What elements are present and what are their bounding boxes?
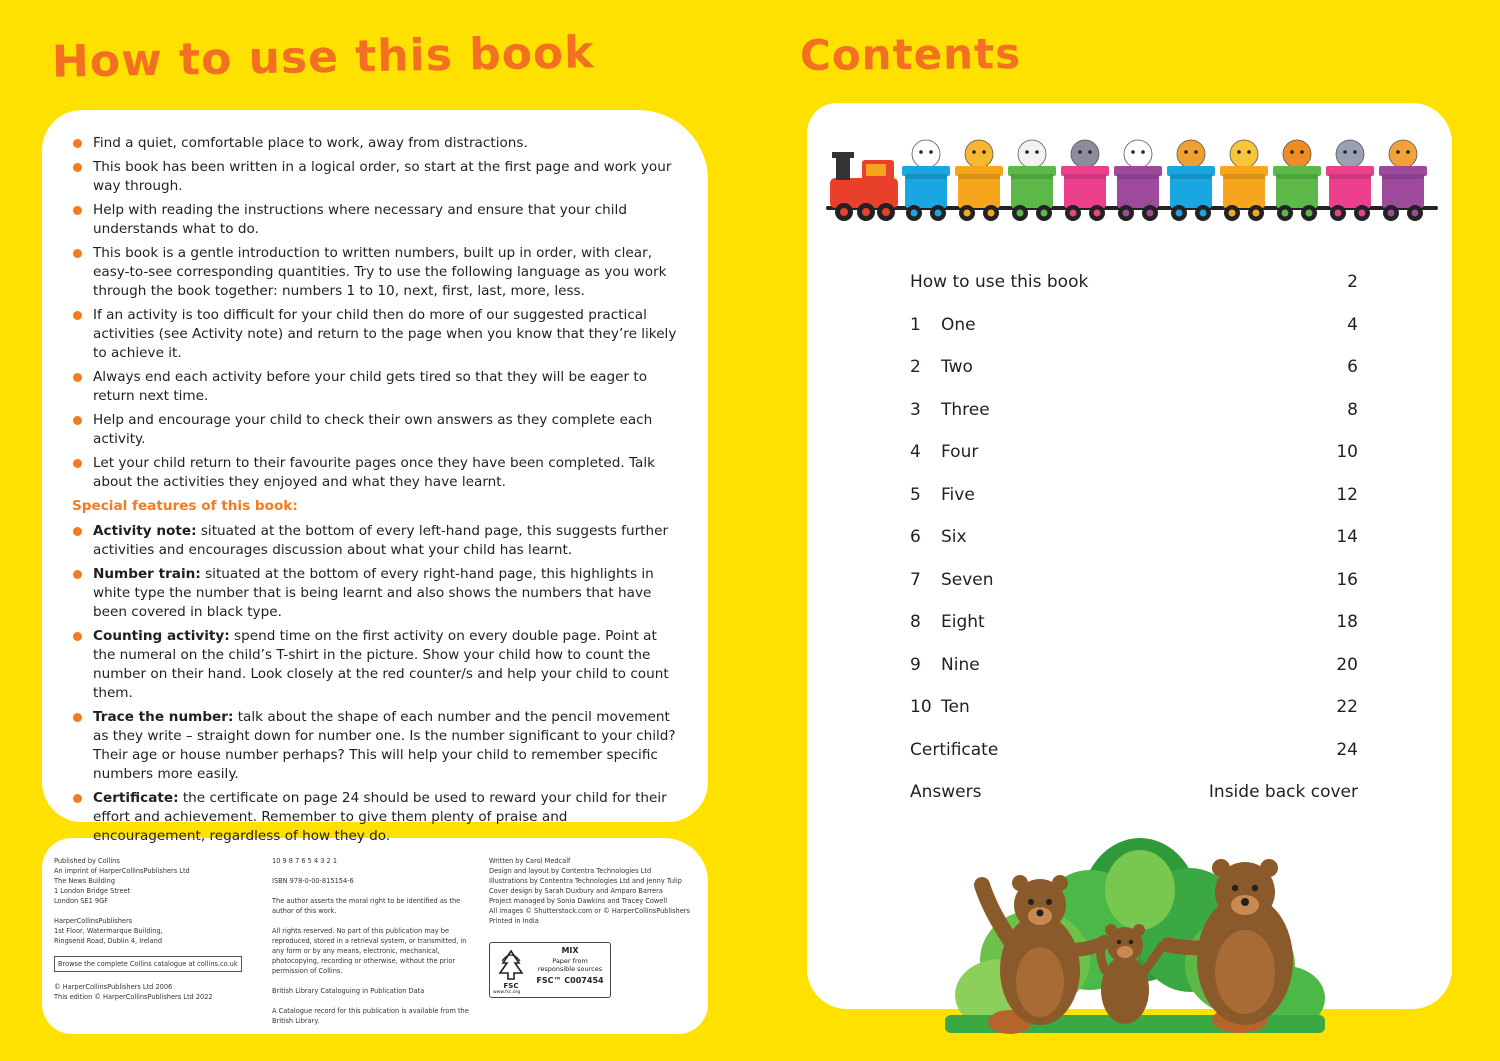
catalogue-record: A Catalogue record for this publication is available from the British Library. (272, 1007, 469, 1025)
imprint-line: Project managed by Sonia Dawkins and Tracey Cowell (489, 897, 668, 905)
feature-text: the certificate on page 24 should be used to reward your child for their effort and achievement. Remember to give them plenty of praise and encouragement, regardless of how they do. (93, 790, 667, 844)
toc-page: 18 (1336, 612, 1358, 632)
bullet-dot-icon (73, 206, 82, 215)
bullet-dot-icon (73, 632, 82, 641)
bullet-text: Help with reading the instructions where necessary and ensure that your child understands what to do. (93, 202, 627, 237)
bullet-dot-icon (73, 139, 82, 148)
bullet-text: This book has been written in a logical order, so start at the first page and work your way through. (93, 159, 672, 194)
bullet-dot-icon (73, 416, 82, 425)
feature-term: Number train: (93, 566, 201, 582)
toc-row[interactable] (910, 697, 1358, 740)
feature-term: Certificate: (93, 790, 179, 806)
toc-label: Seven (941, 569, 994, 590)
toc-label: Nine (941, 654, 980, 675)
feature-item (72, 708, 682, 784)
list-item (72, 244, 682, 301)
toc-number: 6 (910, 527, 921, 547)
toc-label: Six (941, 527, 967, 547)
fsc-tree-icon (494, 947, 528, 993)
imprint-line: Ringsend Road, Dublin 4, Ireland (54, 937, 163, 945)
fsc-line1: Paper from (552, 957, 588, 965)
toc-label: How to use this book (910, 272, 1089, 292)
imprint-line: Illustrations by Contentra Technologies Ltd and Jenny Tulip (489, 877, 682, 885)
imprint-line: This edition © HarperCollinsPublishers Ltd 2022 (54, 993, 213, 1001)
toc-page: 10 (1336, 442, 1358, 462)
bullet-dot-icon (73, 311, 82, 320)
list-item (72, 134, 682, 153)
toc-page: 24 (1336, 739, 1358, 760)
feature-text: talk about the shape of each number and the pencil movement as they write – straight down for number one. Is the number significant to your child? Their age or house number perhaps? This will help your child to remember specific numbers more easily. (93, 709, 676, 782)
imprint-line: London SE1 9GF (54, 897, 109, 905)
fsc-label (489, 942, 611, 998)
toc-row[interactable] (910, 357, 1358, 400)
list-item (72, 306, 682, 363)
imprint-line: 1 London Bridge Street (54, 887, 131, 895)
print-line: 10 9 8 7 6 5 4 3 2 1 (272, 857, 338, 865)
feature-text: spend time on the first activity on every double page. Point at the numeral on the child’s T-shirt in the picture. Show your child how to count the number on their hand. Look closely at the red counter/s and help your child to count them. (93, 628, 669, 701)
imprint-column-publisher (54, 856, 244, 1012)
cip-data: British Library Cataloguing in Publication Data (272, 987, 425, 995)
toc-row[interactable] (910, 527, 1358, 570)
toc-page: 8 (1347, 399, 1358, 420)
bear-family-illustration (940, 830, 1330, 1035)
fsc-url: www.fsc.org (493, 990, 521, 995)
page-title-contents: Contents (799, 29, 1022, 80)
toc-number: 8 (910, 612, 921, 632)
toc-page: Inside back cover (1208, 782, 1358, 802)
bullet-dot-icon (73, 249, 82, 258)
toc-number: 10 (910, 697, 932, 717)
guide-text (72, 134, 682, 851)
toc-row[interactable] (910, 485, 1358, 528)
imprint-column-rights (272, 856, 477, 1036)
toc-page: 4 (1347, 314, 1358, 335)
isbn: ISBN 978-0-00-815154-6 (272, 877, 354, 885)
toc-page: 12 (1336, 484, 1358, 505)
toc-number: 3 (910, 399, 921, 420)
moral-rights: The author asserts the moral right to be identified as the author of this work. (272, 897, 461, 915)
toc-label: Eight (941, 612, 985, 632)
fsc-logo-text: FSC (503, 982, 519, 990)
bullet-dot-icon (73, 373, 82, 382)
imprint-line: The News Building (54, 877, 116, 885)
toc-page: 6 (1347, 357, 1358, 377)
list-item (72, 201, 682, 239)
publisher-ireland-address (54, 916, 244, 946)
list-item (72, 411, 682, 449)
imprint-line: HarperCollinsPublishers (54, 917, 133, 925)
bullet-text: Let your child return to their favourite pages once they have been completed. Talk about the activities they enjoyed and what they have learnt. (93, 455, 656, 490)
special-features-heading: Special features of this book: (72, 498, 298, 514)
toc-number: 7 (910, 569, 921, 590)
imprint-line: Cover design by Sarah Duxbury and Amparo Barrera (489, 887, 663, 895)
bullet-dot-icon (73, 163, 82, 172)
publisher-address (54, 856, 244, 906)
special-features-list (72, 522, 682, 846)
imprint-line: An imprint of HarperCollinsPublishers Ltd (54, 867, 190, 875)
feature-item (72, 789, 682, 846)
animal-train-illustration (822, 120, 1442, 240)
bullet-dot-icon (73, 794, 82, 803)
all-rights-reserved: All rights reserved. No part of this publication may be reproduced, stored in a retrieval system, or transmitted, in any form or by any means, electronic, mechanical, photocopying, recording or otherwise, without the prior permission of Collins. (272, 927, 467, 975)
imprint-line: 1st Floor, Watermarque Building, (54, 927, 163, 935)
feature-term: Activity note: (93, 523, 197, 539)
toc-row[interactable] (910, 315, 1358, 358)
credits (489, 856, 694, 926)
toc-label: Ten (941, 697, 970, 717)
toc-row[interactable] (910, 612, 1358, 655)
imprint-line: © HarperCollinsPublishers Ltd 2006 (54, 983, 173, 991)
fsc-claim (534, 947, 606, 985)
fsc-mix: MIX (561, 946, 579, 955)
fsc-line2: responsible sources (537, 965, 603, 973)
bullet-dot-icon (73, 713, 82, 722)
list-item (72, 158, 682, 196)
toc-label: Three (941, 399, 990, 420)
table-of-contents (910, 272, 1358, 825)
imprint-line: Published by Collins (54, 857, 120, 865)
toc-page: 16 (1336, 569, 1358, 590)
feature-text: situated at the bottom of every left-hand page, this suggests further activities and encourages discussion about what your child has learnt. (93, 523, 669, 558)
toc-page: 20 (1336, 654, 1358, 675)
toc-label: Four (941, 442, 979, 462)
toc-label: Certificate (910, 739, 999, 760)
imprint-line: Printed in India (489, 917, 539, 925)
toc-row[interactable] (910, 400, 1358, 443)
toc-label: Answers (910, 782, 982, 802)
bullet-dot-icon (73, 459, 82, 468)
imprint-line: Design and layout by Contentra Technologies Ltd (489, 867, 652, 875)
fsc-code: FSC™ C007454 (536, 976, 604, 985)
feature-item (72, 627, 682, 703)
bullet-text: Help and encourage your child to check their own answers as they complete each activity. (93, 412, 653, 447)
bullet-dot-icon (73, 570, 82, 579)
page-title-how-to-use: How to use this book (51, 27, 595, 88)
toc-number: 9 (910, 654, 921, 675)
toc-page: 14 (1336, 527, 1358, 547)
bullet-text: This book is a gentle introduction to written numbers, built up in order, with clear, easy-to-see corresponding quantities. Try to use the following language as you work through the book together: numbers 1 to 10, next, first, last, more, less. (93, 245, 667, 299)
imprint-column-credits (489, 856, 694, 936)
feature-term: Counting activity: (93, 628, 230, 644)
toc-row[interactable] (910, 442, 1358, 485)
feature-item (72, 565, 682, 622)
toc-label: One (941, 314, 976, 335)
catalogue-link-box: Browse the complete Collins catalogue at collins.co.uk (54, 956, 242, 972)
imprint-line: All images © Shutterstock.com or © HarperCollinsPublishers (489, 907, 690, 915)
engine-icon (830, 152, 898, 221)
bullet-text: Find a quiet, comfortable place to work, away from distractions. (93, 135, 528, 151)
toc-number: 2 (910, 357, 921, 377)
imprint-line: Written by Carol Medcalf (489, 857, 571, 865)
feature-text: situated at the bottom of every right-hand page, this highlights in white type the number that is being learnt and also shows the numbers that have been covered in black type. (93, 566, 654, 620)
toc-page: 2 (1347, 272, 1358, 292)
bullet-dot-icon (73, 527, 82, 536)
list-item (72, 368, 682, 406)
copyright-notice (54, 982, 244, 1002)
toc-row[interactable] (910, 570, 1358, 613)
toc-page: 22 (1336, 697, 1358, 717)
list-item (72, 454, 682, 492)
feature-term: Trace the number: (93, 709, 234, 725)
toc-row[interactable] (910, 782, 1358, 825)
bullet-text: If an activity is too difficult for your child then do more of our suggested practical activities (see Activity note) and return to the page when you know that they’re likely to achieve it. (93, 307, 677, 361)
toc-number: 4 (910, 442, 921, 462)
toc-row[interactable] (910, 655, 1358, 698)
toc-row[interactable] (910, 272, 1358, 315)
toc-label: Five (941, 484, 975, 505)
toc-label: Two (941, 357, 973, 377)
toc-number: 1 (910, 314, 921, 335)
toc-row[interactable] (910, 740, 1358, 783)
feature-item (72, 522, 682, 560)
guide-bullet-list (72, 134, 682, 492)
bullet-text: Always end each activity before your child gets tired so that they will be eager to return next time. (93, 369, 648, 404)
toc-number: 5 (910, 484, 921, 505)
